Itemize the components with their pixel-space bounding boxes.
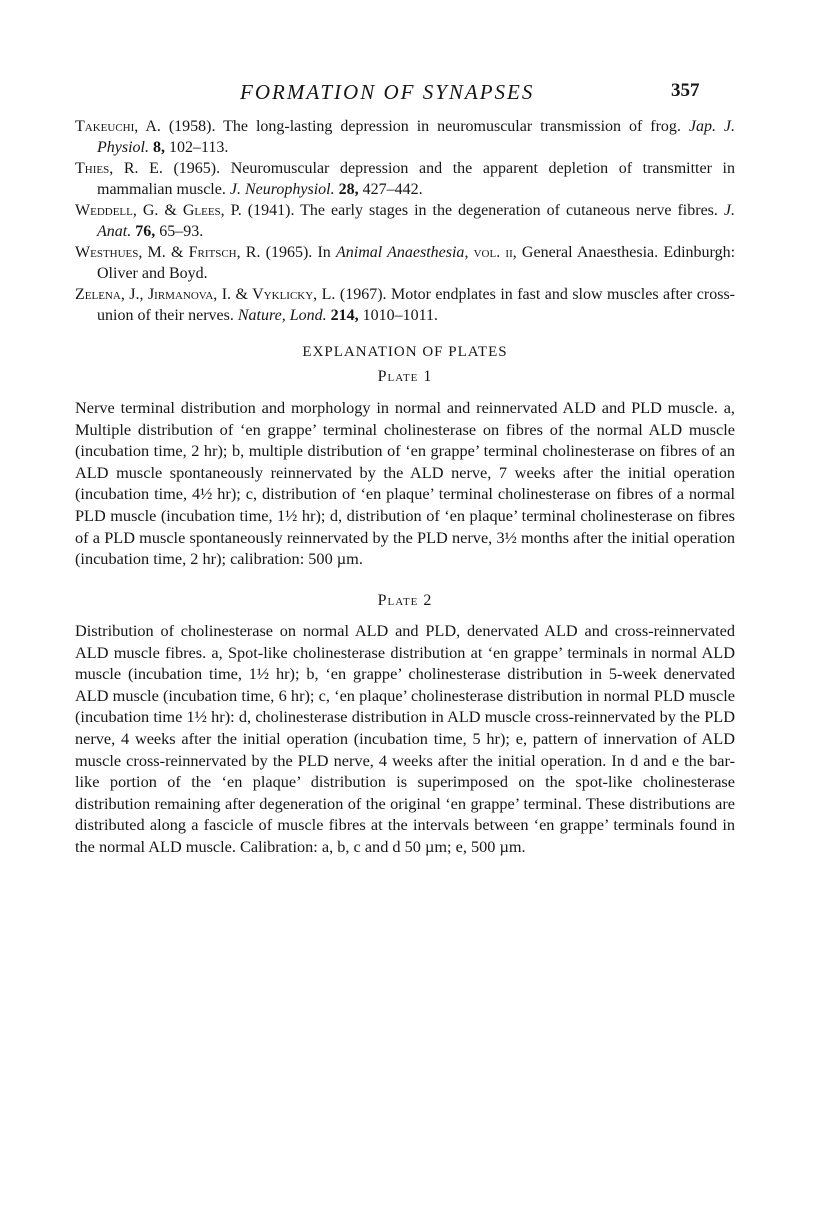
page-number: 357 — [671, 80, 700, 101]
reference-item — [75, 116, 735, 158]
plate-2-title: Plate 2 — [377, 592, 433, 609]
reference-text: (1965). Neuromuscular depression and the apparent depletion of transmitter in mammalian muscle. — [97, 160, 735, 198]
reference-authors: Westhues, M. & Fritsch, R. — [75, 244, 261, 261]
reference-journal: Jap. J. Physiol. — [97, 118, 735, 156]
reference-list — [75, 116, 735, 326]
plate-1-title: Plate 1 — [377, 368, 433, 385]
reference-authors: Takeuchi, A. — [75, 118, 161, 135]
reference-volume: 76, — [131, 223, 156, 240]
reference-text: (1958). The long-lasting depression in neuromuscular transmission of frog. — [160, 118, 689, 135]
plate-1-caption: Nerve terminal distribution and morphology in normal and reinnervated ALD and PLD muscle. a, Multiple distribution of ‘en grappe’ terminal cholinesterase on fibres of the normal ALD muscle (incubation time, 2 hr); b, multiple distribution of ‘en grappe’ terminal cholinesterase on fibres of an ALD muscle spontaneously reinnervated by the ALD nerve, 7 weeks after the initial operation (incubation time, 4½ hr); c, distribution of ‘en plaque’ terminal cholinesterase on fibres of a normal PLD muscle (incubation time, 1½ hr); d, distribution of ‘en plaque’ terminal cholinesterase on fibres of a PLD muscle spontaneously reinnervated by the PLD nerve, 3½ months after the initial operation (incubation time, 2 hr); calibration: 500 µm. — [75, 398, 735, 569]
reference-pages: 102–113. — [165, 139, 229, 156]
reference-text: (1965). In — [260, 244, 336, 261]
reference-journal: Animal Anaesthesia — [336, 244, 465, 261]
reference-item — [75, 284, 735, 326]
reference-journal: J. Neurophysiol. — [229, 181, 335, 198]
reference-pages: 65–93. — [155, 223, 204, 240]
reference-authors: Weddell, G. & Glees, P. — [75, 202, 242, 219]
reference-authors: Thies, R. E. — [75, 160, 163, 177]
reference-pages: 427–442. — [358, 181, 423, 198]
reference-item — [75, 200, 735, 242]
running-title: FORMATION OF SYNAPSES — [240, 80, 535, 104]
reference-text: (1941). The early stages in the degeneration of cutaneous nerve fibres. — [241, 202, 724, 219]
reference-pages: General Anaesthesia. Edinburgh: Oliver and Boyd. — [97, 244, 736, 282]
reference-item — [75, 242, 735, 284]
reference-pages: 1010–1011. — [358, 307, 439, 324]
reference-volume: 214, — [326, 307, 359, 324]
reference-text: (1967). Motor endplates in fast and slow muscles after cross-union of their nerves. — [97, 286, 735, 324]
reference-volume: , vol. ii, — [464, 244, 517, 261]
reference-journal: J. Anat. — [97, 202, 736, 240]
reference-volume: 8, — [149, 139, 165, 156]
explanation-heading: EXPLANATION OF PLATES — [302, 344, 508, 360]
reference-authors: Zelena, J., Jirmanova, I. & Vyklicky, L. — [75, 286, 336, 303]
reference-item — [75, 158, 735, 200]
plate-2-caption: Distribution of cholinesterase on normal ALD and PLD, denervated ALD and cross-reinnervated ALD muscle fibres. a, Spot-like cholinesterase distribution at ‘en grappe’ terminals in normal ALD muscle (incubation time, 1½ hr); b, ‘en grappe’ cholinesterase distribution in 5-week denervated ALD muscle (incubation time, 6 hr); c, ‘en plaque’ cholinesterase distribution in normal PLD muscle (incubation time 1½ hr): d, cholinesterase distribution in ALD muscle cross-reinnervated by the PLD nerve, 4 weeks after the initial operation (incubation time, 5 hr); e, pattern of innervation of ALD muscle cross-reinnervated by the PLD nerve, 4 weeks after the initial operation. In d and e the bar-like portion of the ‘en plaque’ distribution is superimposed on the spot-like cholinesterase distribution remaining after degeneration of the original ‘en grappe’ terminal. These distributions are distributed along a fascicle of muscle fibres at the intervals between ‘en grappe’ terminals found in the normal ALD muscle. Calibration: a, b, c and d 50 µm; e, 500 µm. — [75, 621, 735, 856]
reference-volume: 28, — [334, 181, 359, 198]
reference-journal: Nature, Lond. — [237, 307, 327, 324]
